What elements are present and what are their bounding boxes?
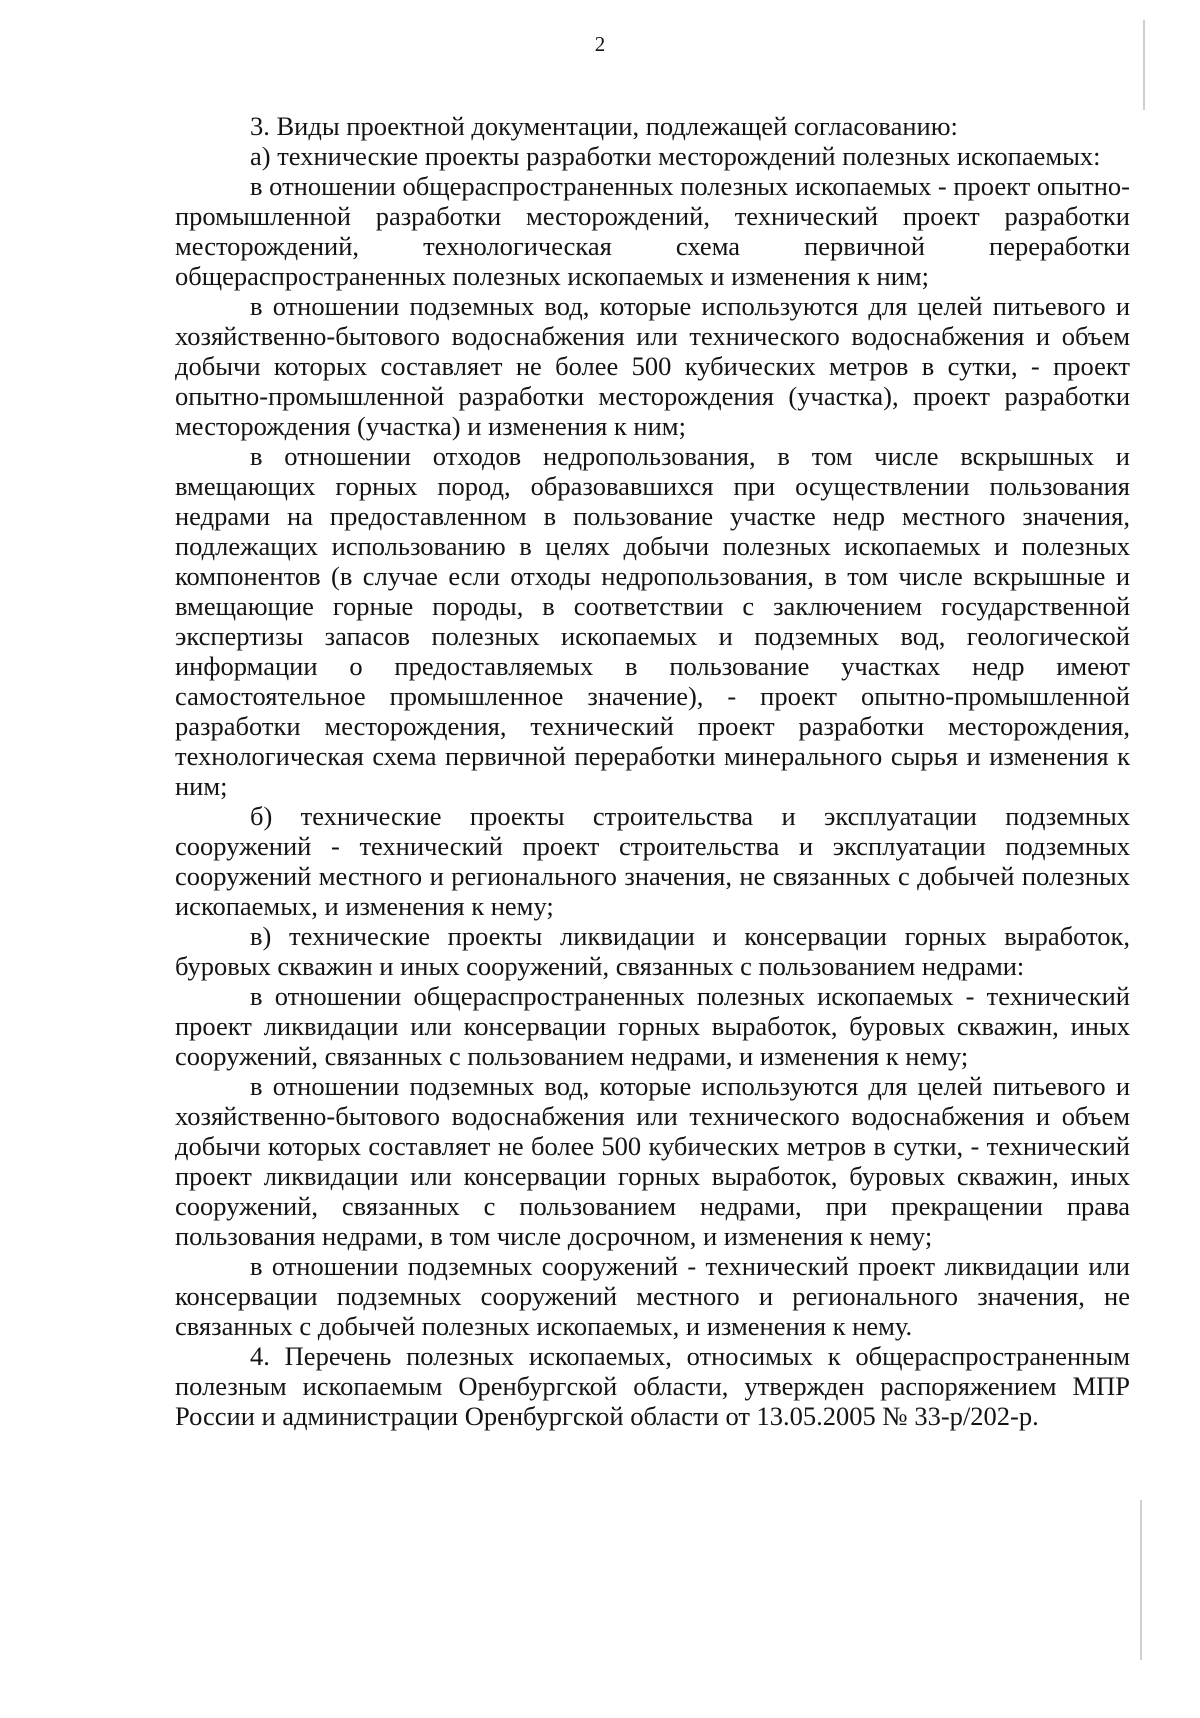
item-c-heading: в) технические проекты ликвидации и консервации горных выработок, буровых скважин и иных сооружений, связанных с пользованием недрами: <box>175 921 1130 981</box>
item-a-groundwater: в отношении подземных вод, которые используются для целей питьевого и хозяйственно-бытового водоснабжения или технического водоснабжения и объем добычи которых составляет не более 500 кубических метров в сутки, - проект опытно-промышленной разработки месторождения (участка), проект разработки месторождения (участка) и изменения к ним; <box>175 291 1130 441</box>
scan-edge-mark-top <box>1143 20 1145 110</box>
item-a-heading: а) технические проекты разработки месторождений полезных ископаемых: <box>250 141 1101 171</box>
item-c-groundwater: в отношении подземных вод, которые используются для целей питьевого и хозяйственно-бытового водоснабжения или технического водоснабжения и объем добычи которых составляет не более 500 кубических метров в сутки, - технический проект ликвидации или консервации горных выработок, буровых скважин, иных сооружений, связанных с пользованием недрами, при прекращении права пользования недрами, в том числе досрочном, и изменения к нему; <box>175 1071 1130 1251</box>
item-c-underground-structures: в отношении подземных сооружений - технический проект ликвидации или консервации подземных сооружений местного и регионального значения, не связанных с добычей полезных ископаемых, и изменения к нему. <box>175 1251 1130 1341</box>
section-3-heading: 3. Виды проектной документации, подлежащей согласованию: <box>250 111 958 141</box>
item-c-common-minerals: в отношении общераспространенных полезных ископаемых - технический проект ликвидации или консервации горных выработок, буровых скважин, иных сооружений, связанных с пользованием недрами, и изменения к нему; <box>175 981 1130 1071</box>
section-4-text: 4. Перечень полезных ископаемых, относимых к общераспространенным полезным ископаемым Оренбургской области, утвержден распоряжением МПР России и администрации Оренбургской области от 13.05.2005 № 33-р/202-р. <box>175 1341 1130 1431</box>
page-number: 2 <box>594 32 606 56</box>
item-b-underground-structures: б) технические проекты строительства и эксплуатации подземных сооружений - технический проект строительства и эксплуатации подземных сооружений местного и регионального значения, не связанных с добычей полезных ископаемых, и изменения к нему; <box>175 801 1130 921</box>
item-a-mining-waste: в отношении отходов недропользования, в том числе вскрышных и вмещающих горных пород, образовавшихся при осуществлении пользования недрами на предоставленном в пользование участке недр местного значения, подлежащих использованию в целях добычи полезных ископаемых и полезных компонентов (в случае если отходы недропользования, в том числе вскрышные и вмещающие горные породы, в соответствии с заключением государственной экспертизы запасов полезных ископаемых и подземных вод, геологической информации о предоставляемых в пользование участках недр имеют самостоятельное промышленное значение), - проект опытно-промышленной разработки месторождения, технический проект разработки месторождения, технологическая схема первичной переработки минерального сырья и изменения к ним; <box>175 441 1130 801</box>
document-body <box>175 111 1130 1431</box>
item-a-common-minerals: в отношении общераспространенных полезных ископаемых - проект опытно-промышленной разработки месторождений, технический проект разработки месторождений, технологическая схема первичной переработки общераспространенных полезных ископаемых и изменения к ним; <box>175 171 1130 291</box>
scan-edge-mark-bottom <box>1140 1500 1142 1660</box>
